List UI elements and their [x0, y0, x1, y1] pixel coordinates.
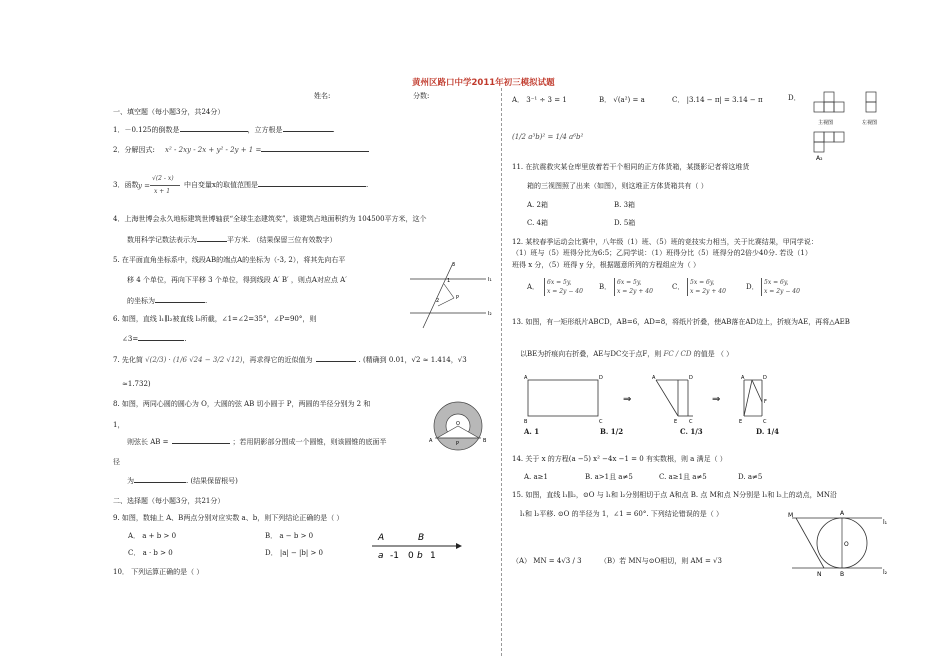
- q8-text-a: 则弦长 AB =: [127, 438, 169, 446]
- q1-blank-2[interactable]: [283, 131, 333, 132]
- panel1-rectangle: [528, 380, 598, 416]
- label-n: N: [817, 571, 822, 578]
- label-l2: l₂: [488, 311, 492, 317]
- q10-option-c[interactable]: C． |3.14 − π| = 3.14 − π: [672, 96, 763, 104]
- label-b: B: [840, 571, 845, 578]
- q3-text-b: 中自变量x的取值范围是: [184, 181, 258, 189]
- arrow-icon-2: ⇒: [712, 394, 721, 405]
- q3-numerator: √(2 - x): [152, 175, 174, 182]
- q11-option-d[interactable]: D. 5箱: [614, 219, 636, 227]
- q12-c-eq1: 5x = 6y,: [690, 279, 715, 286]
- q8-text-b: ；若用阴影部分围成一个圆锥，则该圆锥的底面半: [232, 438, 387, 446]
- label-p: P: [456, 441, 460, 447]
- q3-y: y =: [138, 182, 151, 190]
- label-p: P: [456, 295, 460, 301]
- q9-option-c[interactable]: C． a · b > 0: [128, 549, 173, 557]
- label-left-view: 左视图: [862, 120, 878, 126]
- label-one: 1: [430, 551, 436, 561]
- q13-fraction: FC / CD: [663, 350, 692, 358]
- label-angle-3: 3: [452, 262, 456, 268]
- q12-b-eq2: x = 2y + 40: [617, 288, 653, 295]
- label-o: O: [844, 541, 849, 548]
- q1-text-b: ，立方根是: [247, 126, 283, 134]
- q7-text-a: 7. 先化简: [113, 356, 143, 364]
- q3-blank[interactable]: [258, 186, 366, 187]
- p3-label-a: A: [741, 375, 745, 381]
- q12-option-c-system: [687, 278, 726, 296]
- q1-blank-1[interactable]: [180, 131, 248, 132]
- main-view: [814, 92, 844, 112]
- q4-blank[interactable]: [197, 241, 227, 242]
- label-o: O: [456, 421, 460, 427]
- q4-text-a: 数用科学记数法表示为: [127, 236, 197, 244]
- q4-line1: 4．上海世博会永久地标建筑世博轴获“全球生态建筑奖”，该建筑占地面积约为 104500平方米，这个: [113, 215, 427, 223]
- label-point-a: A: [378, 533, 385, 543]
- q4-line2: [127, 236, 336, 244]
- top-view: [814, 132, 844, 152]
- q12-line3: 班得 x 分，（5）班得 y 分，根据题意所列的方程组应为（ ）: [512, 261, 700, 269]
- p1-label-d: D: [599, 375, 603, 381]
- name-label: 姓名:: [314, 92, 331, 100]
- q3-fraction-bar: [150, 185, 180, 186]
- q8-line3: [127, 438, 387, 446]
- q14-stem: 14. 关于 x 的方程(a −5) x² −4x −1 = 0 有实数根，则 a 满足（ ）: [512, 455, 727, 463]
- q12-a-eq1: 6x = 5y,: [547, 279, 572, 286]
- q12-option-d[interactable]: [746, 283, 759, 291]
- q9-option-b[interactable]: B． a − b > 0: [265, 532, 314, 540]
- q12-a-label: A．: [527, 283, 540, 291]
- q5-text-a: 的坐标为: [127, 297, 155, 305]
- q3-denominator: x + 1: [154, 188, 171, 195]
- q7-text-b: ，再求得它的近似值为: [242, 356, 313, 364]
- q12-b-label: B．: [599, 283, 612, 291]
- q8-line1: 8. 如图，两同心圆的圆心为 O，大圆的弦 AB 切小圆于 P，两圆的半径分别为 2 和: [113, 400, 371, 408]
- p3-label-f: F: [764, 399, 767, 405]
- question-2: [113, 146, 369, 154]
- question-1: [113, 126, 335, 134]
- label-top-view: A₂: [816, 155, 823, 162]
- q12-c-label: C．: [672, 283, 685, 291]
- q13-option-a[interactable]: A. 1: [524, 427, 540, 436]
- p2-label-d: D: [689, 375, 693, 381]
- p3-label-d: D: [763, 375, 767, 381]
- q12-d-eq1: 5x = 6y,: [764, 279, 789, 286]
- section1-heading: 一、填空题（每小题3分，共24分）: [113, 108, 225, 116]
- q12-option-b[interactable]: [599, 283, 611, 291]
- q3-text-c: .: [365, 181, 369, 189]
- figure-three-views: [810, 88, 890, 164]
- q12-b-eq1: 6x = 5y,: [617, 279, 642, 286]
- figure-q13: [518, 372, 788, 442]
- label-b: B: [483, 438, 487, 444]
- q14-option-c[interactable]: C. a≥1且 a≠5: [659, 473, 707, 481]
- q13-line2: [520, 350, 733, 358]
- segment-p2: [438, 298, 454, 306]
- label-l1: l₁: [488, 277, 492, 283]
- q3-text-b-wrap: [184, 181, 368, 189]
- q1-text-a: 1．－0.125的倒数是: [113, 126, 180, 134]
- p1-label-c: C: [599, 419, 603, 425]
- label-point-b: B: [418, 533, 425, 543]
- q12-option-c[interactable]: [672, 283, 684, 291]
- q2-expression: x² - 2xy - 2x + y² - 2y + 1 =: [165, 146, 262, 154]
- q12-d-label: D．: [746, 283, 759, 291]
- q14-option-b[interactable]: B. a>1且 a≠5: [585, 473, 633, 481]
- q10-option-d[interactable]: D．: [788, 94, 801, 102]
- q8-blank-2[interactable]: [134, 482, 186, 483]
- segment-p1: [444, 284, 454, 298]
- q9-stem: 9. 如图，数轴上 A、B两点分别对应实数 a、b，则下列结论正确的是（ ）: [113, 514, 344, 522]
- q6-line2: [122, 335, 186, 343]
- q2-text: 2．分解因式:: [113, 146, 155, 154]
- label-zero: 0: [408, 551, 414, 561]
- q11-option-b[interactable]: B. 3箱: [614, 201, 636, 209]
- q7-expression: √(2/3) · (1/6 √24 − 3/2 √12): [145, 356, 243, 364]
- q10-option-a[interactable]: A． 3⁻¹ ÷ 3 = 1: [512, 96, 567, 104]
- label-a: A: [840, 510, 845, 517]
- q13-option-c[interactable]: C. 1/3: [680, 427, 703, 436]
- q10-option-b[interactable]: B． √(a²) = a: [599, 96, 645, 104]
- q11-line2: 箱的三视图照了出来（如图），则这堆正方体货箱共有（ ）: [527, 182, 708, 190]
- q5-text-b: .: [205, 297, 208, 305]
- section2-heading: 二、选择题（每小题3分，共21分）: [113, 497, 225, 505]
- q8-blank-1[interactable]: [172, 443, 230, 444]
- q11-option-a[interactable]: A. 2箱: [527, 201, 548, 209]
- score-label: 分数:: [413, 92, 430, 100]
- label-main-view: 主视图: [818, 120, 834, 126]
- q8-line4: 径: [113, 458, 120, 466]
- label-m: M: [788, 512, 794, 519]
- q1-text-c: .: [332, 126, 335, 134]
- q15-option-a[interactable]: （A） MN = 4√3 / 3: [512, 557, 582, 565]
- label-a: A: [429, 438, 433, 444]
- axis-arrow-icon: [456, 543, 462, 549]
- q6-blank[interactable]: [138, 340, 184, 341]
- q8-line2: 1，: [113, 421, 125, 429]
- q6-text-b: .: [184, 335, 187, 343]
- question-3: [113, 181, 138, 189]
- q12-option-a-system: [544, 278, 583, 296]
- q8-text-d: . (结果保留根号): [186, 477, 238, 485]
- p1-label-a: A: [524, 375, 528, 381]
- q14-option-d[interactable]: D. a≠5: [738, 473, 763, 481]
- left-view: [866, 92, 876, 112]
- q4-text-b: 平方米. （结果保留三位有效数字）: [227, 236, 337, 244]
- q6-text-a: ∠3=: [122, 335, 139, 343]
- q12-option-b-system: [614, 278, 653, 296]
- figure-q15: [784, 506, 894, 582]
- label-a-value: a: [378, 551, 384, 561]
- q6-line1: 6. 如图，直线 l₁∥l₂被直线 l₃所截，∠1=∠2=35°，∠P=90°，则: [113, 315, 317, 323]
- q5-blank[interactable]: [155, 302, 205, 303]
- figure-q6: [408, 258, 498, 330]
- label-l1: l₁: [883, 519, 888, 526]
- q12-option-d-system: [761, 278, 800, 296]
- q11-line1: 11. 在抗震救灾某仓库里放着若干个相同的正方体货箱，某摄影记者将这堆货: [512, 163, 750, 171]
- figure-q8: [426, 398, 494, 458]
- q12-line1: 12. 某校春季运动会比赛中，八年级（1）班、（5）班的竞技实力相当，关于比赛结果，甲同学说：: [512, 238, 818, 246]
- q11-option-c[interactable]: C. 4箱: [527, 219, 549, 227]
- p2-label-a: A: [652, 375, 656, 381]
- q15-option-b[interactable]: （B）若 MN与⊙O相切，则 AM = √3: [600, 557, 722, 565]
- q10-stem: 10． 下列运算正确的是（ ）: [113, 568, 204, 576]
- segment-mn: [796, 518, 824, 568]
- q2-blank[interactable]: [261, 151, 369, 152]
- q15-line1: 15. 如图，直线 l₁∥l₂，⊙O 与 l₁和 l₂分别相切于点 A和点 B. 点 M和点 N分别是 l₁和 l₂上的动点，MN沿: [512, 491, 837, 499]
- question-7: [113, 356, 467, 364]
- line-l3: [423, 262, 456, 328]
- q3-text-a: 3．函数: [113, 181, 139, 189]
- q12-option-a[interactable]: [527, 283, 539, 291]
- p3-label-e: E: [739, 419, 743, 425]
- q5-line2: 移 4 个单位，再向下平移 3 个单位，得到线段 A′ B′ ，则点A对应点 A′: [127, 276, 347, 284]
- label-angle-2: 2: [436, 298, 440, 304]
- label-angle-1: 1: [447, 278, 451, 284]
- q12-d-eq2: x = 2y − 40: [764, 288, 800, 295]
- q9-option-a[interactable]: A． a + b > 0: [128, 532, 177, 540]
- q13-line1: 13. 如图，有一矩形纸片ABCD，AB=6，AD=8，将纸片折叠，使AB落在AD边上，折痕为AE，再将△AEB: [512, 318, 850, 326]
- page-title: 黄州区路口中学2011年初三模拟试题: [412, 78, 555, 88]
- label-minus-one: -1: [390, 551, 399, 561]
- q5-line1: 5. 在平面直角坐标系中，线段AB的端点A的坐标为（-3, 2），将其先向右平: [113, 256, 346, 264]
- p2-label-c: C: [689, 419, 693, 425]
- label-l2: l₂: [883, 569, 888, 576]
- panel2-fold: [656, 380, 693, 416]
- q12-a-eq2: x = 2y − 40: [547, 288, 583, 295]
- q13-text-a: 以BE为折痕向右折叠，AE与DC交于点F，则: [520, 350, 662, 358]
- p1-label-b: B: [524, 419, 528, 425]
- q7-line2: ≈1.732): [122, 380, 151, 388]
- q9-option-d[interactable]: D． |a| − |b| > 0: [265, 549, 324, 557]
- p2-label-e: E: [674, 419, 678, 425]
- q8-text-c: 为: [127, 477, 134, 485]
- q7-blank[interactable]: [316, 361, 356, 362]
- column-divider: [501, 88, 502, 656]
- figure-q9-number-line: [370, 528, 464, 564]
- q12-line2: （1）班与（5）班得分比为6:5；乙同学说：（1）班得分比（5）班得分的2倍少40分. 若设（1）: [512, 249, 812, 257]
- q10-option-d-expr: (1/2 a³b)² = 1/4 a⁶b²: [512, 133, 584, 141]
- q5-line3: [127, 297, 207, 305]
- panel3-fold: [744, 380, 762, 416]
- p3-label-c: C: [763, 419, 767, 425]
- q15-line2: l₁和 l₂平移. ⊙O 的半径为 1，∠1 = 60°. 下列结论错误的是（ ）: [520, 510, 723, 518]
- q13-option-d[interactable]: D. 1/4: [756, 427, 779, 436]
- label-b-value: b: [417, 551, 423, 561]
- q8-line5: [127, 477, 238, 485]
- q12-c-eq2: x = 2y + 40: [690, 288, 726, 295]
- q14-option-a[interactable]: A. a≥1: [524, 473, 548, 481]
- q13-text-b: 的值是 （ ）: [693, 350, 734, 358]
- arrow-icon-1: ⇒: [623, 394, 632, 405]
- q7-text-c: . (精确到 0.01，√2 ≈ 1.414，√3: [358, 356, 467, 364]
- q13-option-b[interactable]: B. 1/2: [600, 427, 624, 436]
